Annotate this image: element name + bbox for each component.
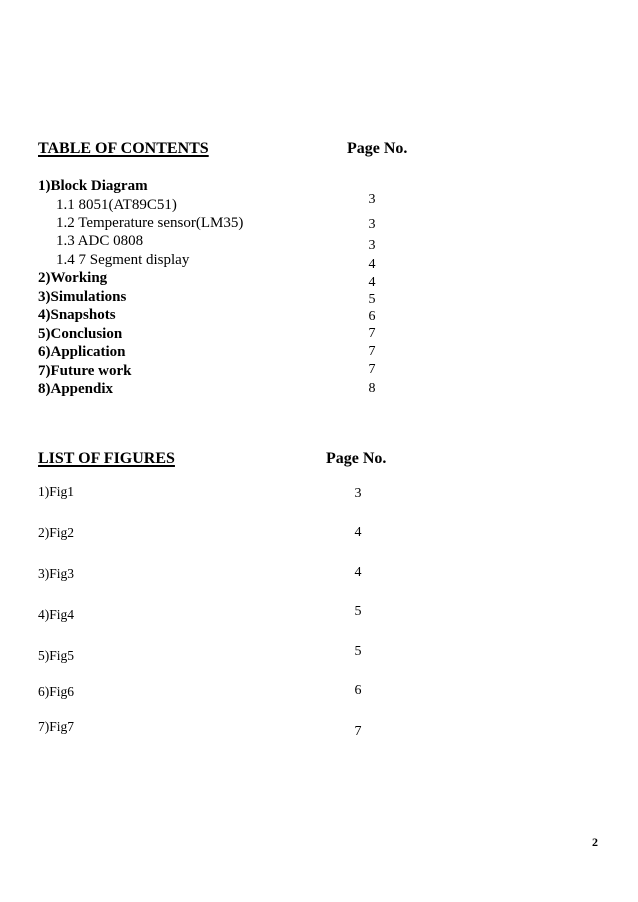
figure-entry-page: 4 (354, 525, 362, 540)
toc-entry-label: 1.4 7 Segment display (56, 252, 190, 268)
toc-entry-label: 8)Appendix (38, 381, 114, 397)
figure-entry-page: 7 (354, 724, 362, 739)
figure-entry-label: 1)Fig1 (38, 484, 75, 499)
figure-entry-label: 3)Fig3 (38, 566, 75, 581)
figures-heading: LIST OF FIGURES (38, 450, 175, 467)
toc-entry-page: 7 (368, 344, 376, 359)
figure-entry-label: 6)Fig6 (38, 684, 75, 699)
toc-entry-page: 6 (368, 309, 376, 324)
toc-entry-page: 8 (368, 381, 376, 396)
toc-heading: TABLE OF CONTENTS (38, 140, 209, 157)
figure-entry-page: 5 (354, 604, 362, 619)
toc-entry-page: 7 (368, 326, 376, 341)
figure-entry-label: 5)Fig5 (38, 648, 75, 663)
toc-entry-label: 5)Conclusion (38, 326, 123, 342)
toc-entry-page: 4 (368, 275, 376, 290)
page-number: 2 (592, 835, 598, 849)
toc-entry-page: 4 (368, 257, 376, 272)
toc-entry-label: 3)Simulations (38, 289, 127, 305)
toc-entry-page: 5 (368, 292, 376, 307)
toc-entry-label: 1.3 ADC 0808 (56, 233, 144, 249)
figure-entry-label: 7)Fig7 (38, 719, 75, 734)
figure-entry-page: 6 (354, 683, 362, 698)
toc-entry-label: 2)Working (38, 270, 108, 286)
figure-entry-label: 4)Fig4 (38, 607, 75, 622)
toc-entry-label: 4)Snapshots (38, 307, 116, 323)
figure-entry-page: 3 (354, 486, 362, 501)
toc-entry-page: 7 (368, 362, 376, 377)
toc-entry-page: 3 (368, 192, 376, 207)
toc-entry-label: 1.2 Temperature sensor(LM35) (56, 215, 244, 231)
toc-entry-page: 3 (368, 217, 376, 232)
figure-entry-page: 4 (354, 565, 362, 580)
toc-entry-label: 7)Future work (38, 363, 132, 379)
toc-entry-page: 3 (368, 238, 376, 253)
figure-entry-label: 2)Fig2 (38, 525, 75, 540)
figure-entry-page: 5 (354, 644, 362, 659)
toc-entry-label: 1.1 8051(AT89C51) (56, 197, 177, 213)
figures-page-heading: Page No. (326, 450, 387, 467)
toc-entry-label: 6)Application (38, 344, 126, 360)
toc-entry-label: 1)Block Diagram (38, 178, 148, 194)
toc-page-heading: Page No. (347, 140, 408, 157)
